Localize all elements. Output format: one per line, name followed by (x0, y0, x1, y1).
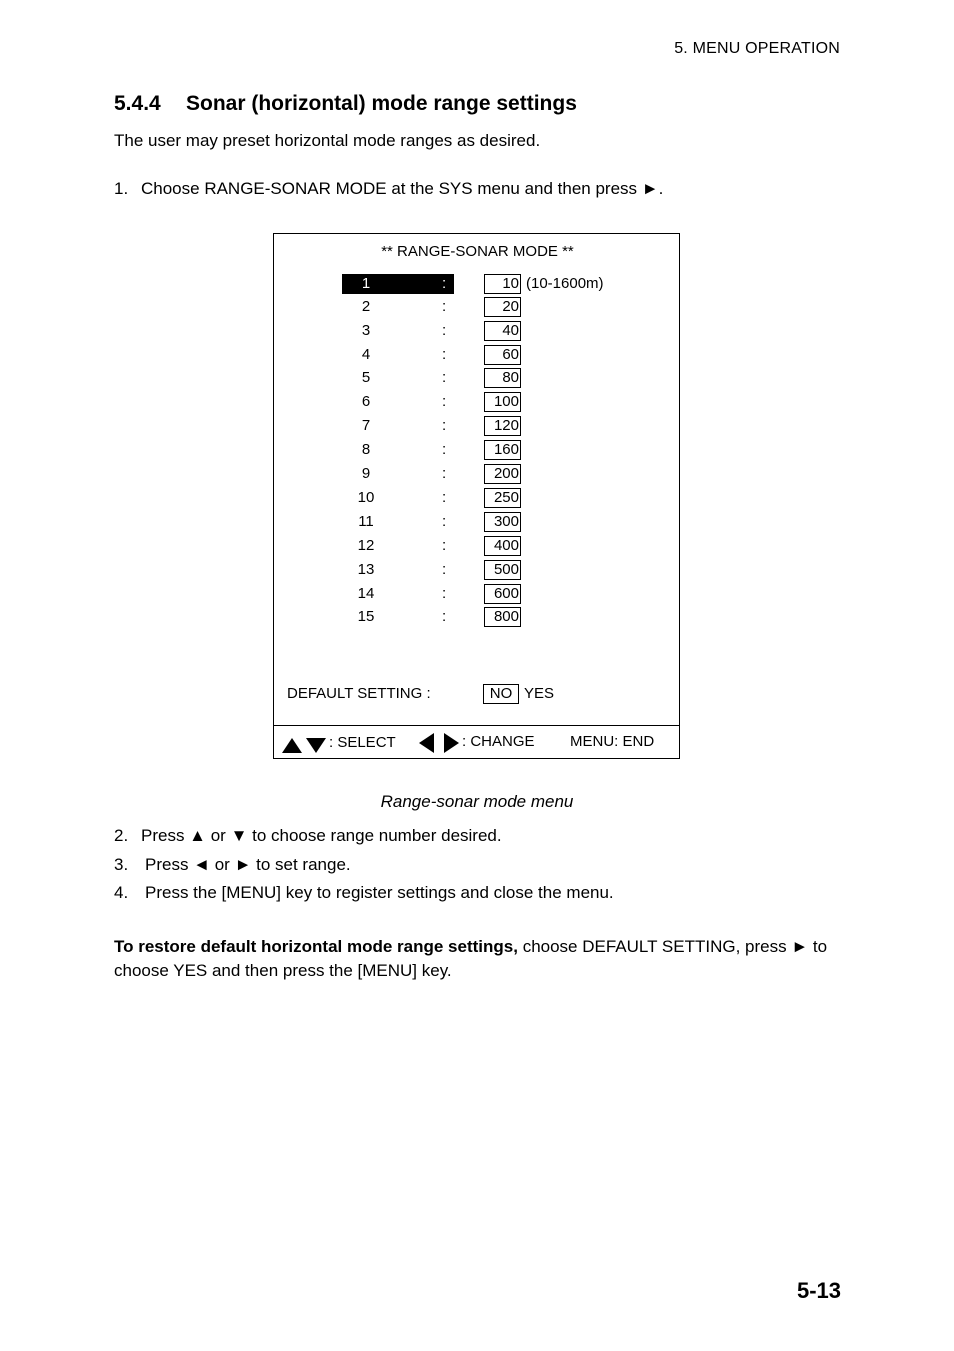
range-colon: : (442, 441, 447, 458)
range-value-field[interactable]: 600 (484, 584, 521, 604)
step-text: Press the [MENU] key to register settings and close the menu. (145, 883, 614, 902)
range-value-field[interactable]: 80 (484, 368, 521, 388)
down-arrow-icon (306, 738, 326, 753)
range-number (342, 416, 454, 436)
range-number-label: 1 (361, 275, 371, 292)
range-number-label: 10 (357, 489, 375, 506)
range-number-label: 12 (357, 537, 375, 554)
range-colon: : (442, 346, 447, 363)
restore-text: choose DEFAULT SETTING, press ► to choose YES and then press the [MENU] key. (114, 937, 828, 980)
range-number-label: 2 (361, 298, 371, 315)
range-row[interactable] (274, 560, 679, 580)
range-number (342, 464, 454, 484)
range-number (342, 345, 454, 365)
range-row[interactable] (274, 488, 679, 508)
range-number (342, 536, 454, 556)
range-row[interactable] (274, 440, 679, 460)
range-value-field[interactable]: 40 (484, 321, 521, 341)
range-row[interactable] (274, 464, 679, 484)
range-number (342, 584, 454, 604)
range-number-label: 4 (361, 346, 371, 363)
step-2 (114, 826, 502, 846)
default-setting-yes-option[interactable]: YES (524, 685, 555, 702)
range-row[interactable] (274, 368, 679, 388)
range-value-field[interactable]: 20 (484, 297, 521, 317)
range-row[interactable] (274, 274, 679, 294)
range-value-field[interactable]: 400 (484, 536, 521, 556)
range-value-field[interactable]: 500 (484, 560, 521, 580)
restore-lead: To restore default horizontal mode range settings, (114, 937, 518, 956)
range-sonar-mode-menu (273, 233, 680, 759)
section-heading (114, 92, 577, 116)
range-number (342, 488, 454, 508)
range-value-field[interactable]: 160 (484, 440, 521, 460)
step-text: Choose RANGE-SONAR MODE at the SYS menu and then press ►. (141, 179, 664, 198)
range-colon: : (442, 513, 447, 530)
range-number (342, 321, 454, 341)
range-colon: : (442, 537, 447, 554)
range-colon: : (442, 465, 447, 482)
range-value-field[interactable]: 100 (484, 392, 521, 412)
right-arrow-icon (444, 733, 459, 753)
range-number-label: 11 (358, 513, 374, 530)
range-number-label: 13 (357, 561, 375, 578)
section-number: 5.4.4 (114, 92, 161, 115)
section-title: Sonar (horizontal) mode range settings (186, 92, 577, 115)
default-setting-label: DEFAULT SETTING : (287, 685, 431, 702)
range-number (342, 392, 454, 412)
range-number-label: 5 (361, 369, 371, 386)
range-value-field[interactable]: 300 (484, 512, 521, 532)
range-colon: : (442, 608, 447, 625)
range-value-field[interactable]: 60 (484, 345, 521, 365)
range-colon: : (442, 369, 447, 386)
range-number-label: 8 (361, 441, 371, 458)
range-hint: (10-1600m) (526, 275, 604, 292)
change-hint: : CHANGE (462, 733, 535, 750)
range-number (342, 297, 454, 317)
range-number-label: 9 (361, 465, 371, 482)
range-colon: : (442, 275, 447, 292)
intro-paragraph: The user may preset horizontal mode ranges as desired. (114, 131, 541, 150)
step-4 (114, 883, 614, 903)
range-number-label: 3 (361, 322, 371, 339)
left-arrow-icon (419, 733, 434, 753)
page-number: 5-13 (796, 1278, 841, 1303)
range-colon: : (442, 561, 447, 578)
running-head: 5. MENU OPERATION (674, 40, 840, 57)
menu-title: ** RANGE-SONAR MODE ** (381, 243, 574, 260)
range-number (342, 560, 454, 580)
range-number-label: 15 (357, 608, 375, 625)
up-arrow-icon (282, 738, 302, 753)
range-value-field[interactable]: 800 (484, 607, 521, 627)
range-row[interactable] (274, 297, 679, 317)
step-text: Press ◄ or ► to set range. (145, 855, 351, 874)
range-row[interactable] (274, 536, 679, 556)
range-row[interactable] (274, 392, 679, 412)
range-number (342, 512, 454, 532)
menu-end-hint: MENU: END (570, 733, 655, 750)
range-number-label: 7 (361, 417, 371, 434)
range-number-label: 6 (361, 393, 371, 410)
range-number (342, 440, 454, 460)
range-row[interactable] (274, 584, 679, 604)
range-colon: : (442, 393, 447, 410)
range-colon: : (442, 585, 447, 602)
range-row[interactable] (274, 416, 679, 436)
restore-paragraph (114, 935, 842, 983)
default-setting-no-option[interactable]: NO (483, 684, 519, 704)
step-1 (114, 179, 663, 199)
range-value-field[interactable]: 250 (484, 488, 521, 508)
range-row[interactable] (274, 607, 679, 627)
step-number: 2. (114, 826, 129, 845)
range-row[interactable] (274, 321, 679, 341)
menu-footer (274, 725, 679, 759)
range-colon: : (442, 489, 447, 506)
step-number: 4. (114, 883, 129, 902)
range-row[interactable] (274, 345, 679, 365)
range-colon: : (442, 298, 447, 315)
range-colon: : (442, 417, 447, 434)
default-setting-row[interactable] (274, 684, 679, 704)
step-3 (114, 855, 351, 875)
range-value-field[interactable]: 200 (484, 464, 521, 484)
range-number (342, 607, 454, 627)
figure-caption: Range-sonar mode menu (380, 792, 574, 811)
step-text: Press ▲ or ▼ to choose range number desired. (141, 826, 502, 845)
range-value-field[interactable]: 120 (484, 416, 521, 436)
step-number: 1. (114, 179, 129, 198)
range-value-field[interactable]: 10 (484, 274, 521, 294)
range-number-label: 14 (357, 585, 375, 602)
select-hint: : SELECT (329, 734, 396, 751)
range-colon: : (442, 322, 447, 339)
step-number: 3. (114, 855, 129, 874)
range-number (342, 274, 454, 294)
range-number (342, 368, 454, 388)
range-row[interactable] (274, 512, 679, 532)
